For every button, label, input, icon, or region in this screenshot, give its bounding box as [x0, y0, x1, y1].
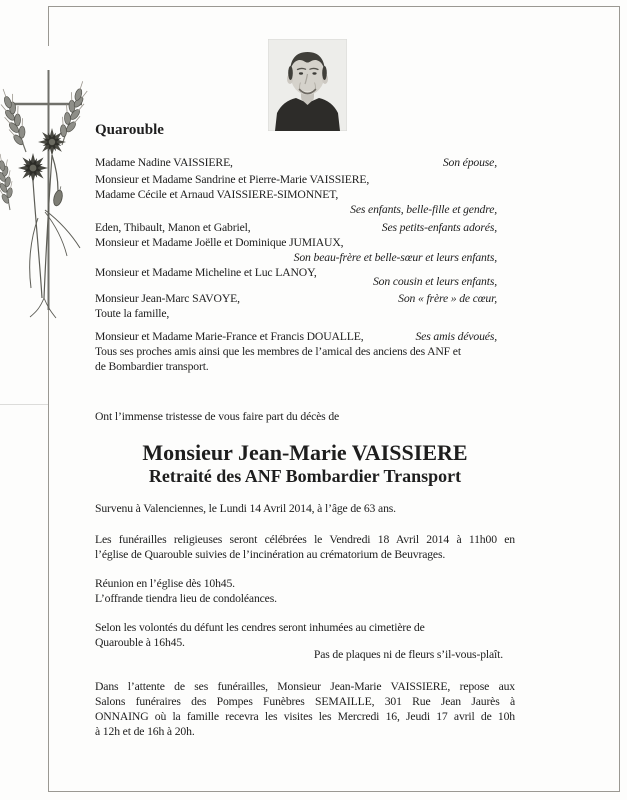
- ashes-line-2: Quarouble à 16h45.: [95, 636, 185, 649]
- visitation-paragraph: [95, 679, 515, 739]
- family-member-name: Madame Cécile et Arnaud VAISSIERE-SIMONNET,: [95, 188, 339, 201]
- family-relation: Son épouse,: [442, 156, 497, 169]
- cross-wheat-cornflower-icon: [0, 60, 100, 320]
- family-member-name: Monsieur et Madame Marie-France et Francis DOUALLE,: [95, 330, 364, 343]
- death-info: Survenu à Valenciennes, le Lundi 14 Avril 2014, à l’âge de 63 ans.: [95, 502, 396, 515]
- deceased-occupation-title: Retraité des ANF Bombardier Transport: [148, 466, 462, 486]
- family-line: [95, 344, 497, 359]
- wheat-ear-lower-left: [0, 152, 19, 211]
- family-line: [95, 359, 497, 374]
- family-relation: Ses enfants, belle-fille et gendre,: [350, 203, 497, 216]
- family-line: [95, 329, 497, 344]
- family-line: [95, 306, 497, 321]
- family-relation: Ses amis dévoués,: [415, 330, 497, 343]
- funeral-paragraph: [95, 532, 515, 562]
- flower-stems: [30, 155, 80, 318]
- family-relation: Ses petits-enfants adorés,: [381, 221, 497, 234]
- visitation-line-3: ONNAING où la famille recevra les visites les Mercredi 16, Jeudi 17 avril de 10h: [95, 710, 515, 723]
- family-line: [95, 155, 497, 170]
- visitation-line-1: Dans l’attente de ses funérailles, Monsieur Jean-Marie VAISSIERE, repose aux: [95, 680, 515, 693]
- family-line: [95, 250, 497, 265]
- announcement-intro: Ont l’immense tristesse de vous faire part du décès de: [95, 410, 340, 423]
- family-member-name: Tous ses proches amis ainsi que les membres de l’amical des anciens des ANF et: [95, 345, 461, 358]
- family-line: [95, 220, 497, 235]
- family-member-name: Eden, Thibault, Manon et Gabriel,: [95, 221, 251, 234]
- ashes-paragraph: [95, 620, 515, 650]
- family-member-name: Monsieur et Madame Micheline et Luc LANOY,: [95, 266, 317, 279]
- family-member-name: Monsieur et Madame Joëlle et Dominique JUMIAUX,: [95, 236, 344, 249]
- cornflower-upper: [38, 128, 66, 156]
- family-line: [95, 291, 497, 306]
- family-member-name: Madame Nadine VAISSIERE,: [95, 156, 233, 169]
- family-member-name: Toute la famille,: [95, 307, 170, 320]
- family-member-name: Monsieur et Madame Sandrine et Pierre-Marie VAISSIERE,: [95, 173, 370, 186]
- location-title: Quarouble: [95, 122, 164, 138]
- family-member-name: Monsieur Jean-Marc SAVOYE,: [95, 292, 240, 305]
- notice-content: [95, 0, 515, 739]
- family-line: [95, 187, 497, 202]
- funeral-line-2: l’église de Quarouble suivies de l’incinération au crématorium de Beuvrages.: [95, 548, 446, 561]
- meeting-line: Réunion en l’église dès 10h45.: [95, 577, 235, 590]
- family-relation: Son beau-frère et belle-sœur et leurs enfants,: [293, 251, 497, 264]
- family-line: [95, 235, 497, 250]
- no-flowers-request: Pas de plaques ni de fleurs s’il-vous-plaît.: [313, 648, 503, 661]
- family-list: [95, 155, 497, 374]
- visitation-line-2: Salons funéraires des Pompes Funèbres SEMAILLE, 301 Rue Jean Jaurès à: [95, 695, 515, 708]
- family-member-name: de Bombardier transport.: [95, 360, 209, 373]
- offering-line: L’offrande tiendra lieu de condoléances.: [95, 592, 277, 605]
- scan-fold-line: [0, 404, 48, 405]
- funeral-line-1: Les funérailles religieuses seront célébrées le Vendredi 18 Avril 2014 à 11h00 en: [95, 533, 515, 546]
- family-line: [95, 202, 497, 217]
- wheat-ear-left: [0, 85, 36, 156]
- church-meeting-paragraph: [95, 576, 515, 606]
- visitation-line-4: à 12h et de 16h à 20h.: [95, 725, 195, 738]
- family-line: [95, 172, 497, 187]
- ashes-line-1: Selon les volontés du défunt les cendres seront inhumées au cimetière de: [95, 621, 425, 634]
- family-relation: Son « frère » de cœur,: [398, 292, 497, 305]
- family-relation: Son cousin et leurs enfants,: [372, 275, 497, 288]
- deceased-name-title: Monsieur Jean-Marie VAISSIERE: [142, 440, 468, 465]
- cornflower-lower: [18, 153, 48, 183]
